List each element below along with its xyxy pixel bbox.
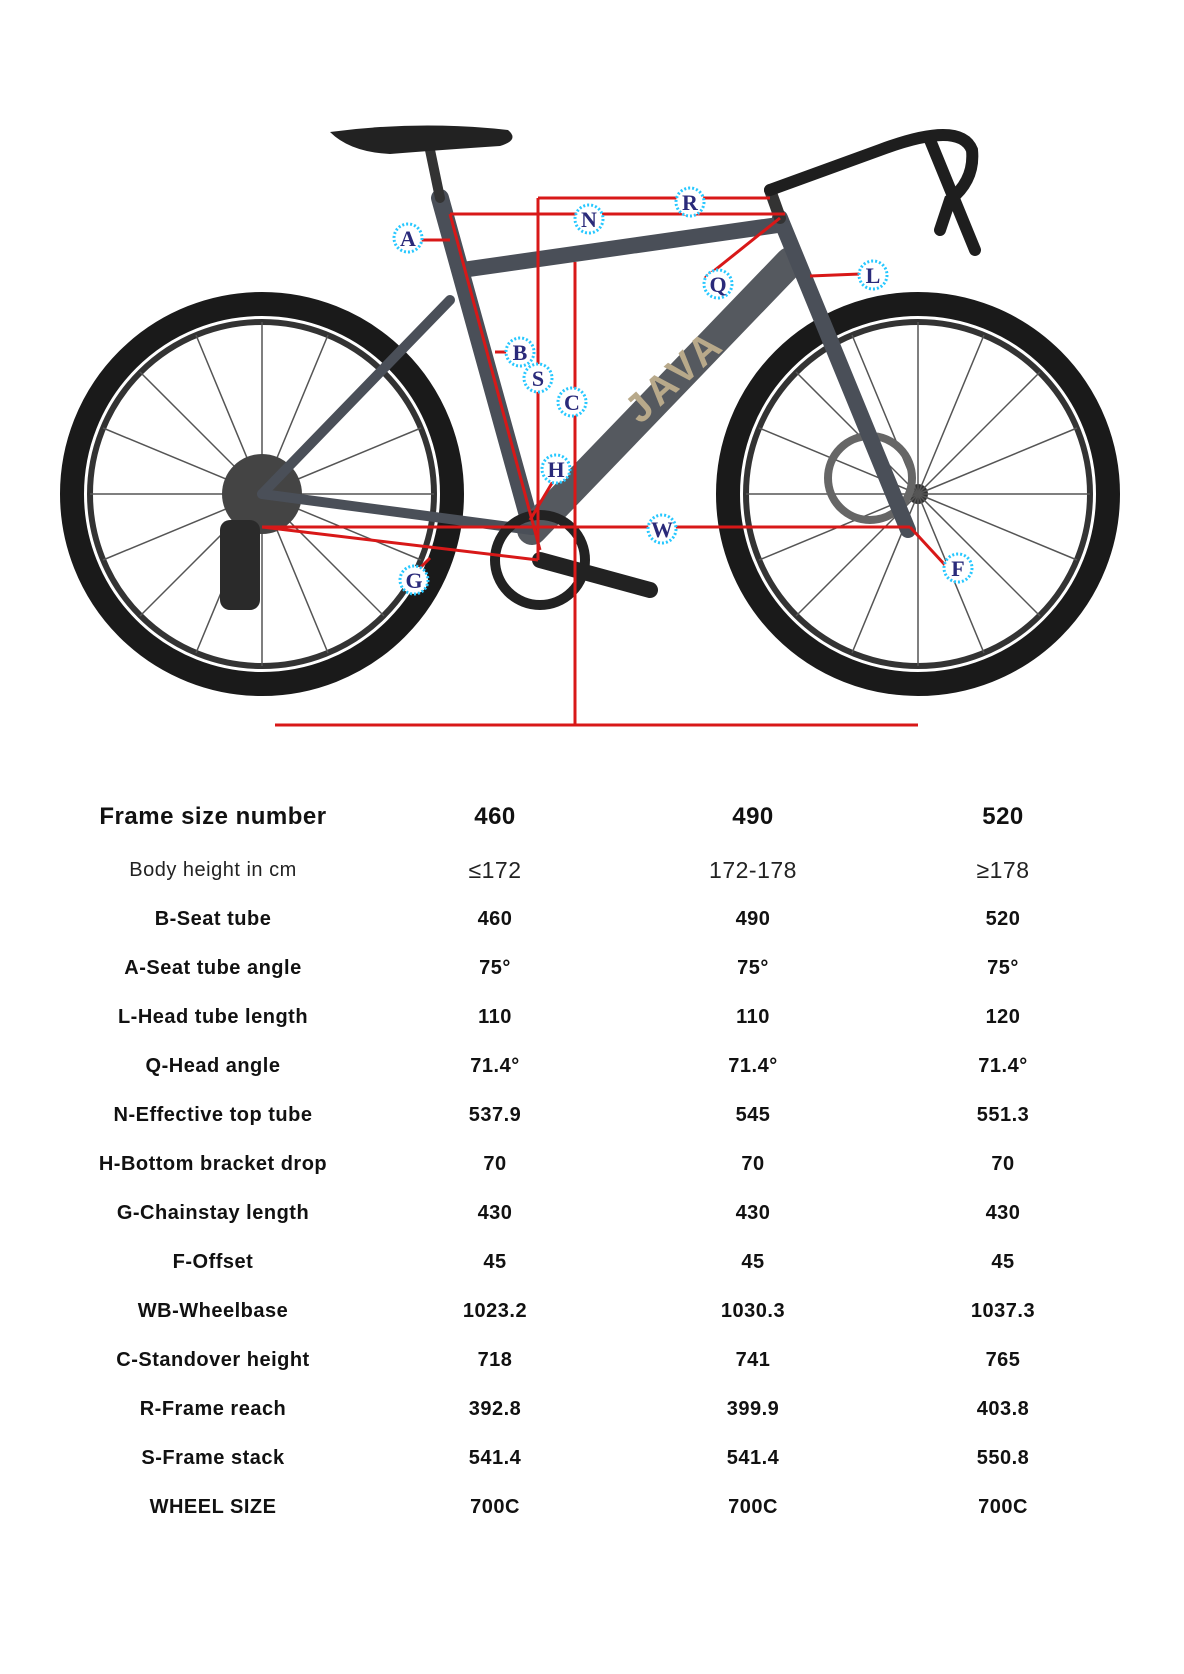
- table-cell: 172-178: [709, 857, 797, 883]
- svg-text:A: A: [400, 226, 416, 251]
- label-C: [558, 388, 586, 416]
- label-A: [394, 224, 422, 252]
- table-row: [60, 1483, 1124, 1532]
- table-row: [60, 944, 1124, 993]
- table-header-row: [60, 788, 1124, 846]
- table-row: [60, 1091, 1124, 1140]
- table-row: [60, 895, 1124, 944]
- table-cell: 1023.2: [462, 1300, 528, 1322]
- svg-text:C: C: [564, 390, 580, 415]
- table-cell: 392.8: [468, 1398, 522, 1420]
- svg-text:Q: Q: [709, 272, 727, 297]
- table-cell: 541.4: [726, 1447, 780, 1469]
- row-label: B-Seat tube: [154, 908, 272, 930]
- svg-text:R: R: [682, 190, 698, 215]
- table-cell: 520: [985, 908, 1021, 930]
- table-cell: 71.4°: [978, 1055, 1028, 1077]
- table-cell: 541.4: [468, 1447, 522, 1469]
- svg-text:H: H: [547, 457, 565, 482]
- table-cell: 1037.3: [970, 1300, 1036, 1322]
- table-cell: ≤172: [468, 857, 522, 883]
- table-row: [60, 1385, 1124, 1434]
- label-F: [944, 554, 972, 582]
- table-cell: 700C: [978, 1496, 1028, 1518]
- table-cell: 70: [741, 1153, 765, 1175]
- row-label: G-Chainstay length: [116, 1202, 310, 1224]
- table-cell: 741: [735, 1349, 771, 1371]
- table-cell: ≥178: [976, 857, 1030, 883]
- table-cell: 700C: [728, 1496, 778, 1518]
- table-cell: 75°: [479, 957, 511, 979]
- table-cell: 765: [985, 1349, 1021, 1371]
- table-cell: 403.8: [976, 1398, 1030, 1420]
- header-cell: 520: [982, 803, 1024, 830]
- svg-text:F: F: [951, 556, 965, 581]
- table-row: [60, 1238, 1124, 1287]
- table-cell: 430: [735, 1202, 771, 1224]
- table-cell: 490: [735, 908, 771, 930]
- label-R: [676, 188, 704, 216]
- row-label: A-Seat tube angle: [124, 957, 302, 979]
- handlebar: [770, 135, 975, 250]
- rear-derailleur: [220, 520, 260, 610]
- table-row: [60, 1434, 1124, 1483]
- row-label: Q-Head angle: [145, 1055, 281, 1077]
- label-S: [524, 364, 552, 392]
- table-cell: 399.9: [726, 1398, 780, 1420]
- label-G: [400, 566, 428, 594]
- header-cell: 460: [474, 803, 516, 830]
- row-label: Body height in cm: [129, 859, 297, 881]
- table-cell: 45: [741, 1251, 765, 1273]
- table-cell: 70: [991, 1153, 1015, 1175]
- table-cell: 45: [483, 1251, 507, 1273]
- table-cell: 700C: [470, 1496, 520, 1518]
- label-B: [506, 338, 534, 366]
- table-cell: 460: [477, 908, 513, 930]
- svg-text:G: G: [405, 568, 423, 593]
- brand-logo: JAVA: [616, 320, 733, 432]
- table-row: [60, 1189, 1124, 1238]
- table-cell: 1030.3: [720, 1300, 786, 1322]
- table-row: [60, 1336, 1124, 1385]
- label-L: [859, 261, 887, 289]
- label-Q: [704, 270, 732, 298]
- label-N: [575, 205, 603, 233]
- svg-text:N: N: [581, 207, 597, 232]
- label-W: [648, 515, 676, 543]
- svg-text:L: L: [865, 263, 881, 288]
- table-cell: 551.3: [976, 1104, 1030, 1126]
- table-cell: 545: [735, 1104, 771, 1126]
- label-H: [542, 455, 570, 483]
- crank-arm: [540, 560, 650, 590]
- row-label: S-Frame stack: [141, 1447, 285, 1469]
- table-row: [60, 993, 1124, 1042]
- table-cell: 120: [985, 1006, 1021, 1028]
- svg-text:B: B: [512, 340, 528, 365]
- table-cell: 550.8: [976, 1447, 1030, 1469]
- row-label: H-Bottom bracket drop: [98, 1153, 328, 1175]
- row-label: F-Offset: [172, 1251, 254, 1273]
- header-cell: Frame size number: [99, 803, 327, 830]
- row-label: C-Standover height: [116, 1349, 310, 1371]
- table-row: [60, 1287, 1124, 1336]
- geometry-table: [60, 788, 1124, 1532]
- table-row: [60, 846, 1124, 895]
- table-cell: 70: [483, 1153, 507, 1175]
- row-label: N-Effective top tube: [113, 1104, 313, 1126]
- row-label: WB-Wheelbase: [137, 1300, 289, 1322]
- table-cell: 718: [477, 1349, 513, 1371]
- row-label: WHEEL SIZE: [149, 1496, 277, 1518]
- table-cell: 110: [736, 1006, 770, 1028]
- table-row: [60, 1042, 1124, 1091]
- table-cell: 71.4°: [728, 1055, 778, 1077]
- svg-text:S: S: [531, 366, 545, 391]
- table-cell: 537.9: [468, 1104, 522, 1126]
- saddle: [330, 125, 513, 154]
- front-wheel: [728, 304, 1108, 684]
- table-cell: 71.4°: [470, 1055, 520, 1077]
- table-cell: 45: [991, 1251, 1015, 1273]
- table-cell: 430: [477, 1202, 513, 1224]
- table-cell: 430: [985, 1202, 1021, 1224]
- table-cell: 110: [478, 1006, 512, 1028]
- row-label: R-Frame reach: [139, 1398, 287, 1420]
- header-cell: 490: [732, 803, 774, 830]
- table-row: [60, 1140, 1124, 1189]
- table-cell: 75°: [737, 957, 769, 979]
- svg-text:W: W: [651, 517, 673, 542]
- table-cell: 75°: [987, 957, 1019, 979]
- bike-geometry-diagram: [0, 0, 1184, 760]
- row-label: L-Head tube length: [117, 1006, 309, 1028]
